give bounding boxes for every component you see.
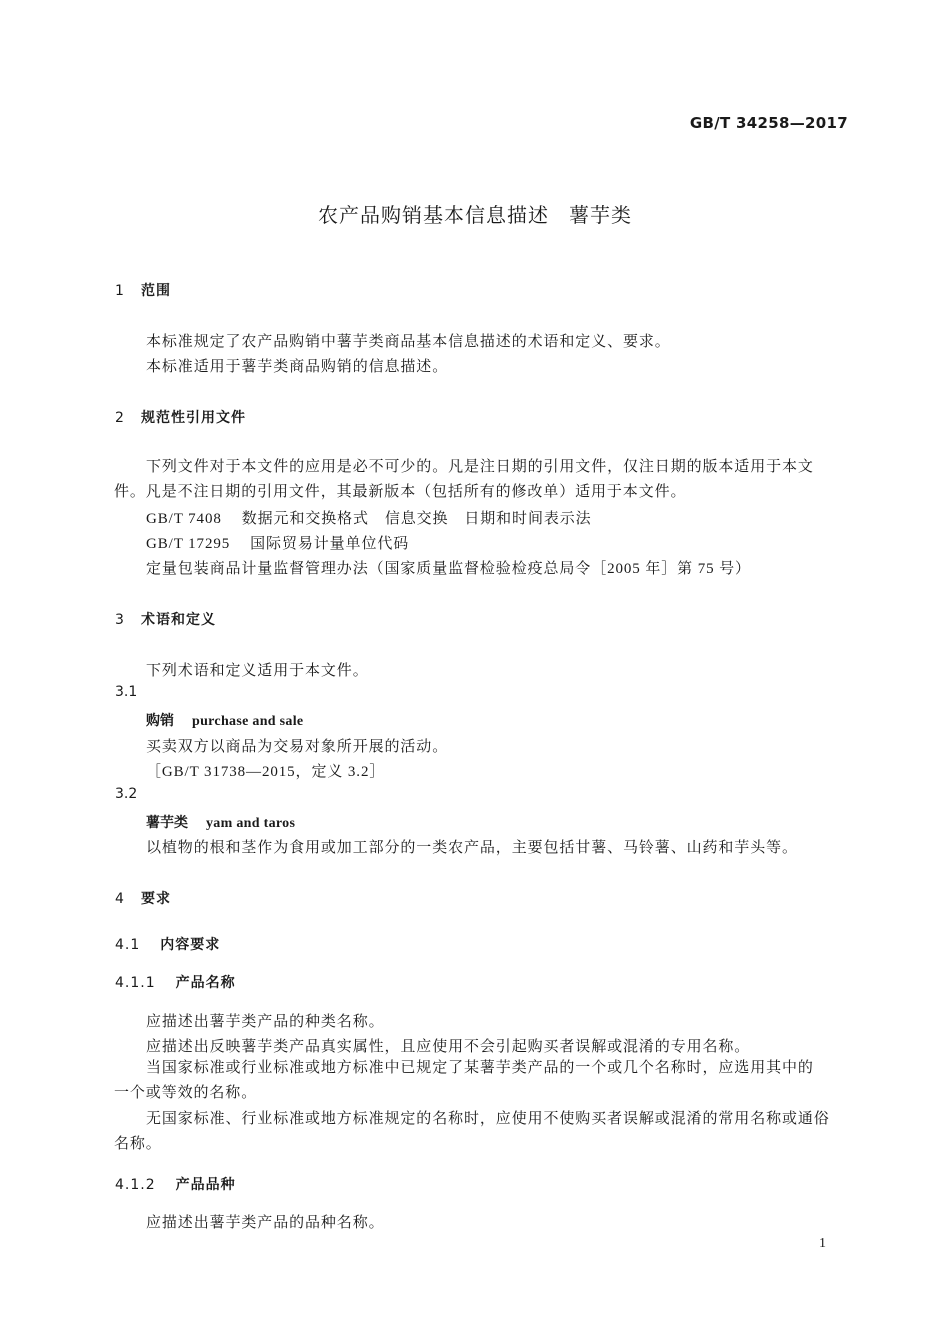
section-number: 3 <box>115 612 125 628</box>
reference-code: GB/T 17295 <box>146 536 231 552</box>
page-number: 1 <box>819 1236 826 1251</box>
reference-title: 数据元和交换格式 信息交换 日期和时间表示法 <box>241 511 592 527</box>
term-en: yam and taros <box>206 816 296 831</box>
subsection-4-1-1-heading <box>115 972 236 992</box>
standard-code: GB/T 34258—2017 <box>689 114 848 132</box>
term-definition: 以植物的根和茎作为食用或加工部分的一类农产品，主要包括甘薯、马铃薯、山药和芋头等。 <box>146 840 798 856</box>
subsection-title: 内容要求 <box>160 937 221 953</box>
section-title: 术语和定义 <box>141 612 216 628</box>
section-title: 要求 <box>141 891 171 907</box>
reference-item: 定量包装商品计量监督管理办法（国家质量监督检验检疫总局令［2005 年］第 75 号） <box>146 561 751 577</box>
term-definition: 买卖双方以商品为交易对象所开展的活动。 <box>146 739 449 755</box>
term-source: ［GB/T 31738—2015，定义 3.2］ <box>146 764 386 780</box>
section-number: 1 <box>115 283 125 299</box>
section-4-heading <box>115 888 171 908</box>
subsection-title: 产品品种 <box>175 1177 236 1193</box>
subsection-number: 4.1.2 <box>115 1177 156 1193</box>
paragraph: 本标准适用于薯芋类商品购销的信息描述。 <box>146 359 449 375</box>
subsection-title: 产品名称 <box>175 975 236 991</box>
section-1-heading <box>115 280 171 300</box>
paragraph: 下列文件对于本文件的应用是必不可少的。凡是注日期的引用文件，仅注日期的版本适用于本文 件。凡是不注日期的引用文件，其最新版本（包括所有的修改单）适用于本文件。 <box>114 459 814 500</box>
term-zh: 购销 <box>146 713 174 729</box>
subsection-4-1-heading <box>115 934 220 954</box>
term-entry <box>146 710 303 730</box>
subsection-number: 4.1 <box>115 937 141 953</box>
paragraph: 本标准规定了农产品购销中薯芋类商品基本信息描述的术语和定义、要求。 <box>146 334 671 350</box>
term-en: purchase and sale <box>192 714 304 729</box>
reference-code: GB/T 7408 <box>146 511 222 527</box>
section-title: 规范性引用文件 <box>141 410 246 426</box>
paragraph: 应描述出薯芋类产品的种类名称。 <box>146 1014 385 1030</box>
subsection-4-1-2-heading <box>115 1174 236 1194</box>
document-title <box>0 199 950 228</box>
reference-item <box>146 507 592 528</box>
reference-title: 国际贸易计量单位代码 <box>250 536 410 552</box>
section-2-heading <box>115 407 246 427</box>
section-number: 2 <box>115 410 125 426</box>
subsection-number: 4.1.1 <box>115 975 156 991</box>
section-number: 4 <box>115 891 125 907</box>
section-title: 范围 <box>141 283 171 299</box>
paragraph: 应描述出薯芋类产品的品种名称。 <box>146 1215 385 1231</box>
paragraph: 应描述出反映薯芋类产品真实属性，且应使用不会引起购买者误解或混淆的专用名称。 <box>146 1039 751 1055</box>
paragraph: 无国家标准、行业标准或地方标准规定的名称时，应使用不使购买者误解或混淆的常用名称或通俗 名称。 <box>114 1111 830 1152</box>
paragraph: 当国家标准或行业标准或地方标准中已规定了某薯芋类产品的一个或几个名称时，应选用其中的 一个或等效的名称。 <box>114 1060 814 1101</box>
title-sub: 薯芋类 <box>569 203 632 227</box>
term-number: 3.2 <box>115 786 138 802</box>
section-3-heading <box>115 609 216 629</box>
term-entry <box>146 812 295 832</box>
term-zh: 薯芋类 <box>146 815 188 831</box>
reference-item <box>146 532 409 553</box>
paragraph: 下列术语和定义适用于本文件。 <box>146 663 369 679</box>
term-number: 3.1 <box>115 684 138 700</box>
title-main: 农产品购销基本信息描述 <box>318 203 549 227</box>
